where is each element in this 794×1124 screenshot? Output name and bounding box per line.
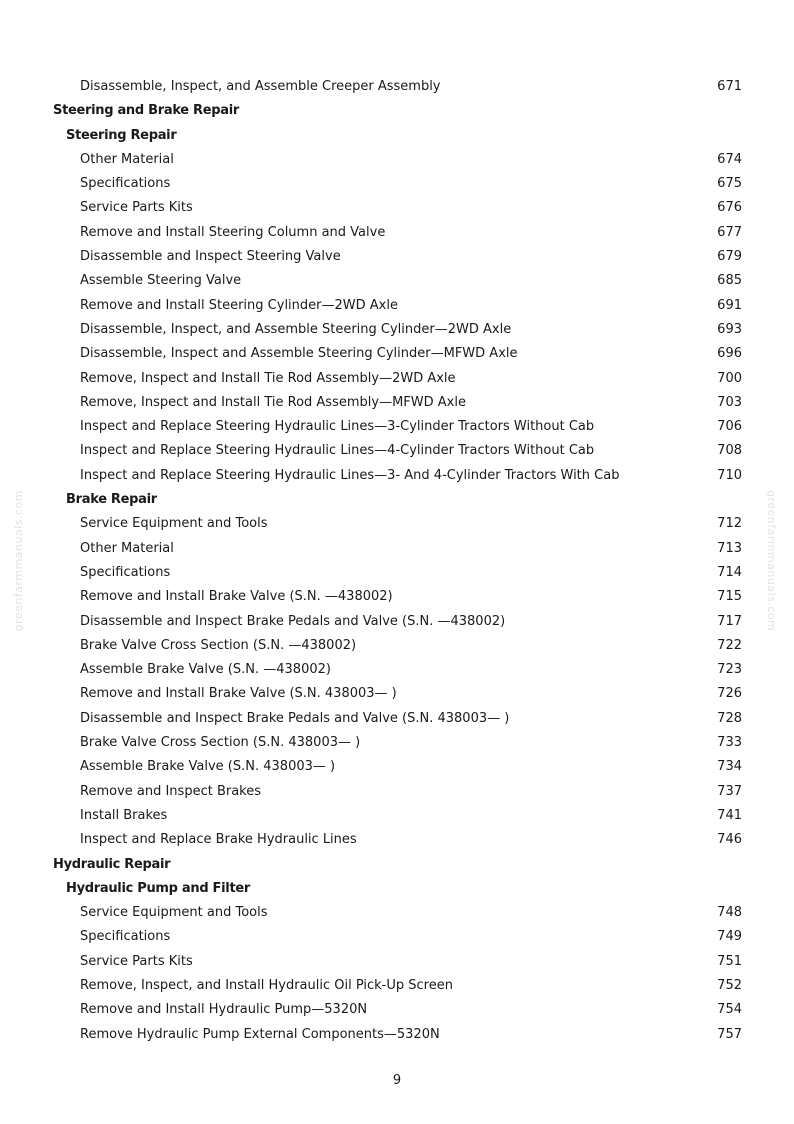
- toc-entry[interactable]: [0, 245, 794, 269]
- watermark-right: greenfarmmanuals.com: [765, 490, 778, 632]
- toc-entry-page-number: 714: [717, 564, 742, 580]
- toc-entry-page-number: 713: [717, 540, 742, 556]
- toc-entry-page-number: 671: [717, 79, 742, 94]
- toc-entry[interactable]: [0, 950, 794, 974]
- toc-entry-page-number: 675: [717, 176, 742, 192]
- toc-entry-page-number: 733: [717, 735, 742, 751]
- toc-section-heading: [0, 99, 794, 123]
- toc-entry[interactable]: [0, 391, 794, 415]
- toc-entry-page-number: 708: [717, 443, 742, 459]
- toc-entry[interactable]: [0, 294, 794, 318]
- toc-entry[interactable]: [0, 561, 794, 585]
- toc-entry-title: Disassemble, Inspect and Assemble Steering Cylinder—MFWD Axle: [80, 346, 518, 362]
- toc-entry-title: Remove and Install Brake Valve (S.N. —438002): [80, 589, 393, 605]
- toc-entry[interactable]: [0, 925, 794, 949]
- toc-entry-title: Remove, Inspect and Install Tie Rod Assembly—MFWD Axle: [80, 394, 466, 410]
- toc-entry[interactable]: [0, 974, 794, 998]
- watermark-left: greenfarmmanuals.com: [12, 490, 25, 632]
- toc-entry[interactable]: [0, 828, 794, 852]
- toc-entry[interactable]: [0, 610, 794, 634]
- toc-entry-page-number: 726: [717, 686, 742, 702]
- toc-entry-title: Install Brakes: [80, 807, 168, 823]
- toc-entry[interactable]: [0, 172, 794, 196]
- toc-entry-title: Disassemble and Inspect Brake Pedals and Valve (S.N. 438003— ): [80, 710, 510, 726]
- toc-entry-page-number: 693: [717, 321, 742, 337]
- toc-entry-page-number: 749: [717, 929, 742, 945]
- table-of-contents: [0, 75, 794, 1047]
- toc-entry-title: Inspect and Replace Steering Hydraulic Lines—4-Cylinder Tractors Without Cab: [80, 443, 595, 459]
- toc-entry-page-number: 737: [717, 783, 742, 799]
- toc-entry-page-number: 674: [717, 151, 742, 167]
- toc-entry-title: Remove Hydraulic Pump External Components—5320N: [80, 1026, 440, 1042]
- toc-entry-title: Hydraulic Repair: [53, 856, 171, 872]
- toc-entry-page-number: 691: [717, 297, 742, 313]
- toc-entry-title: Remove, Inspect, and Install Hydraulic Oil Pick-Up Screen: [80, 977, 453, 993]
- toc-entry[interactable]: [0, 998, 794, 1022]
- toc-entry-page-number: 728: [717, 710, 742, 726]
- toc-entry-title: Service Equipment and Tools: [80, 905, 268, 921]
- toc-entry-page-number: 712: [717, 516, 742, 532]
- toc-entry[interactable]: [0, 634, 794, 658]
- toc-entry-page-number: 706: [717, 419, 742, 435]
- toc-entry[interactable]: [0, 682, 794, 706]
- toc-entry[interactable]: [0, 512, 794, 536]
- toc-entry[interactable]: [0, 901, 794, 925]
- toc-entry[interactable]: [0, 415, 794, 439]
- toc-entry-title: Remove and Install Steering Cylinder—2WD Axle: [80, 297, 398, 313]
- toc-entry-page-number: 734: [717, 759, 742, 775]
- toc-entry-page-number: 722: [717, 637, 742, 653]
- toc-subsection-heading: [0, 877, 794, 901]
- toc-entry-page-number: 723: [717, 662, 742, 678]
- toc-entry-page-number: 676: [717, 200, 742, 216]
- toc-entry-title: Brake Valve Cross Section (S.N. —438002): [80, 637, 357, 653]
- toc-entry-title: Disassemble, Inspect, and Assemble Steering Cylinder—2WD Axle: [80, 321, 512, 337]
- toc-entry-page-number: 700: [717, 370, 742, 386]
- toc-entry-title: Brake Valve Cross Section (S.N. 438003— ): [80, 735, 361, 751]
- toc-entry[interactable]: [0, 585, 794, 609]
- toc-entry-title: Remove, Inspect and Install Tie Rod Assembly—2WD Axle: [80, 370, 456, 386]
- toc-entry-page-number: 751: [717, 953, 742, 969]
- toc-entry-page-number: 703: [717, 394, 742, 410]
- toc-entry-title: Assemble Steering Valve: [80, 273, 242, 289]
- toc-entry-title: Other Material: [80, 151, 174, 167]
- toc-entry-page-number: 685: [717, 273, 742, 289]
- toc-entry-page-number: 717: [717, 613, 742, 629]
- toc-entry[interactable]: [0, 75, 794, 99]
- toc-entry[interactable]: [0, 439, 794, 463]
- toc-entry-title: Service Parts Kits: [80, 953, 193, 969]
- toc-entry[interactable]: [0, 196, 794, 220]
- toc-entry-title: Assemble Brake Valve (S.N. —438002): [80, 662, 331, 678]
- page-number: 9: [392, 1073, 402, 1088]
- toc-entry-page-number: 710: [717, 467, 742, 483]
- toc-entry[interactable]: [0, 269, 794, 293]
- toc-entry-title: Remove and Install Brake Valve (S.N. 438003— ): [80, 686, 397, 702]
- toc-entry[interactable]: [0, 731, 794, 755]
- toc-entry-title: Inspect and Replace Steering Hydraulic Lines—3- And 4-Cylinder Tractors With Cab: [80, 467, 620, 483]
- toc-entry-title: Other Material: [80, 540, 174, 556]
- toc-entry[interactable]: [0, 221, 794, 245]
- toc-entry-page-number: 754: [717, 1002, 742, 1018]
- toc-entry[interactable]: [0, 780, 794, 804]
- toc-entry[interactable]: [0, 804, 794, 828]
- toc-entry[interactable]: [0, 755, 794, 779]
- toc-entry-title: Remove and Install Hydraulic Pump—5320N: [80, 1002, 368, 1018]
- toc-entry-page-number: 715: [717, 589, 742, 605]
- toc-entry[interactable]: [0, 367, 794, 391]
- toc-entry-title: Specifications: [80, 176, 171, 192]
- toc-entry[interactable]: [0, 707, 794, 731]
- toc-entry-page-number: 677: [717, 224, 742, 240]
- toc-entry-title: Assemble Brake Valve (S.N. 438003— ): [80, 759, 336, 775]
- toc-entry-title: Remove and Install Steering Column and Valve: [80, 224, 386, 240]
- toc-entry-title: Disassemble and Inspect Steering Valve: [80, 249, 341, 265]
- toc-subsection-heading: [0, 488, 794, 512]
- toc-entry-page-number: 757: [717, 1026, 742, 1042]
- toc-entry-title: Disassemble and Inspect Brake Pedals and Valve (S.N. —438002): [80, 613, 506, 629]
- toc-entry[interactable]: [0, 1023, 794, 1047]
- toc-entry-title: Disassemble, Inspect, and Assemble Creeper Assembly: [80, 79, 441, 94]
- toc-subsection-heading: [0, 124, 794, 148]
- toc-entry[interactable]: [0, 658, 794, 682]
- toc-entry-title: Service Equipment and Tools: [80, 516, 268, 532]
- toc-entry-title: Hydraulic Pump and Filter: [66, 880, 250, 896]
- toc-entry-title: Service Parts Kits: [80, 200, 193, 216]
- toc-entry-page-number: 752: [717, 977, 742, 993]
- toc-entry[interactable]: [0, 148, 794, 172]
- toc-entry-page-number: 679: [717, 249, 742, 265]
- toc-entry-page-number: 748: [717, 905, 742, 921]
- toc-section-heading: [0, 853, 794, 877]
- toc-entry-title: Inspect and Replace Brake Hydraulic Lines: [80, 832, 357, 848]
- toc-entry-title: Steering and Brake Repair: [53, 103, 240, 119]
- toc-entry-title: Steering Repair: [66, 127, 177, 143]
- toc-entry-title: Specifications: [80, 564, 171, 580]
- toc-entry[interactable]: [0, 537, 794, 561]
- toc-entry[interactable]: [0, 464, 794, 488]
- toc-entry-title: Inspect and Replace Steering Hydraulic Lines—3-Cylinder Tractors Without Cab: [80, 419, 595, 435]
- toc-entry-title: Brake Repair: [66, 492, 157, 508]
- toc-entry[interactable]: [0, 342, 794, 366]
- toc-entry-title: Specifications: [80, 929, 171, 945]
- toc-entry-page-number: 696: [717, 346, 742, 362]
- toc-entry-title: Remove and Inspect Brakes: [80, 783, 262, 799]
- toc-entry[interactable]: [0, 318, 794, 342]
- toc-entry-page-number: 746: [717, 832, 742, 848]
- toc-entry-page-number: 741: [717, 807, 742, 823]
